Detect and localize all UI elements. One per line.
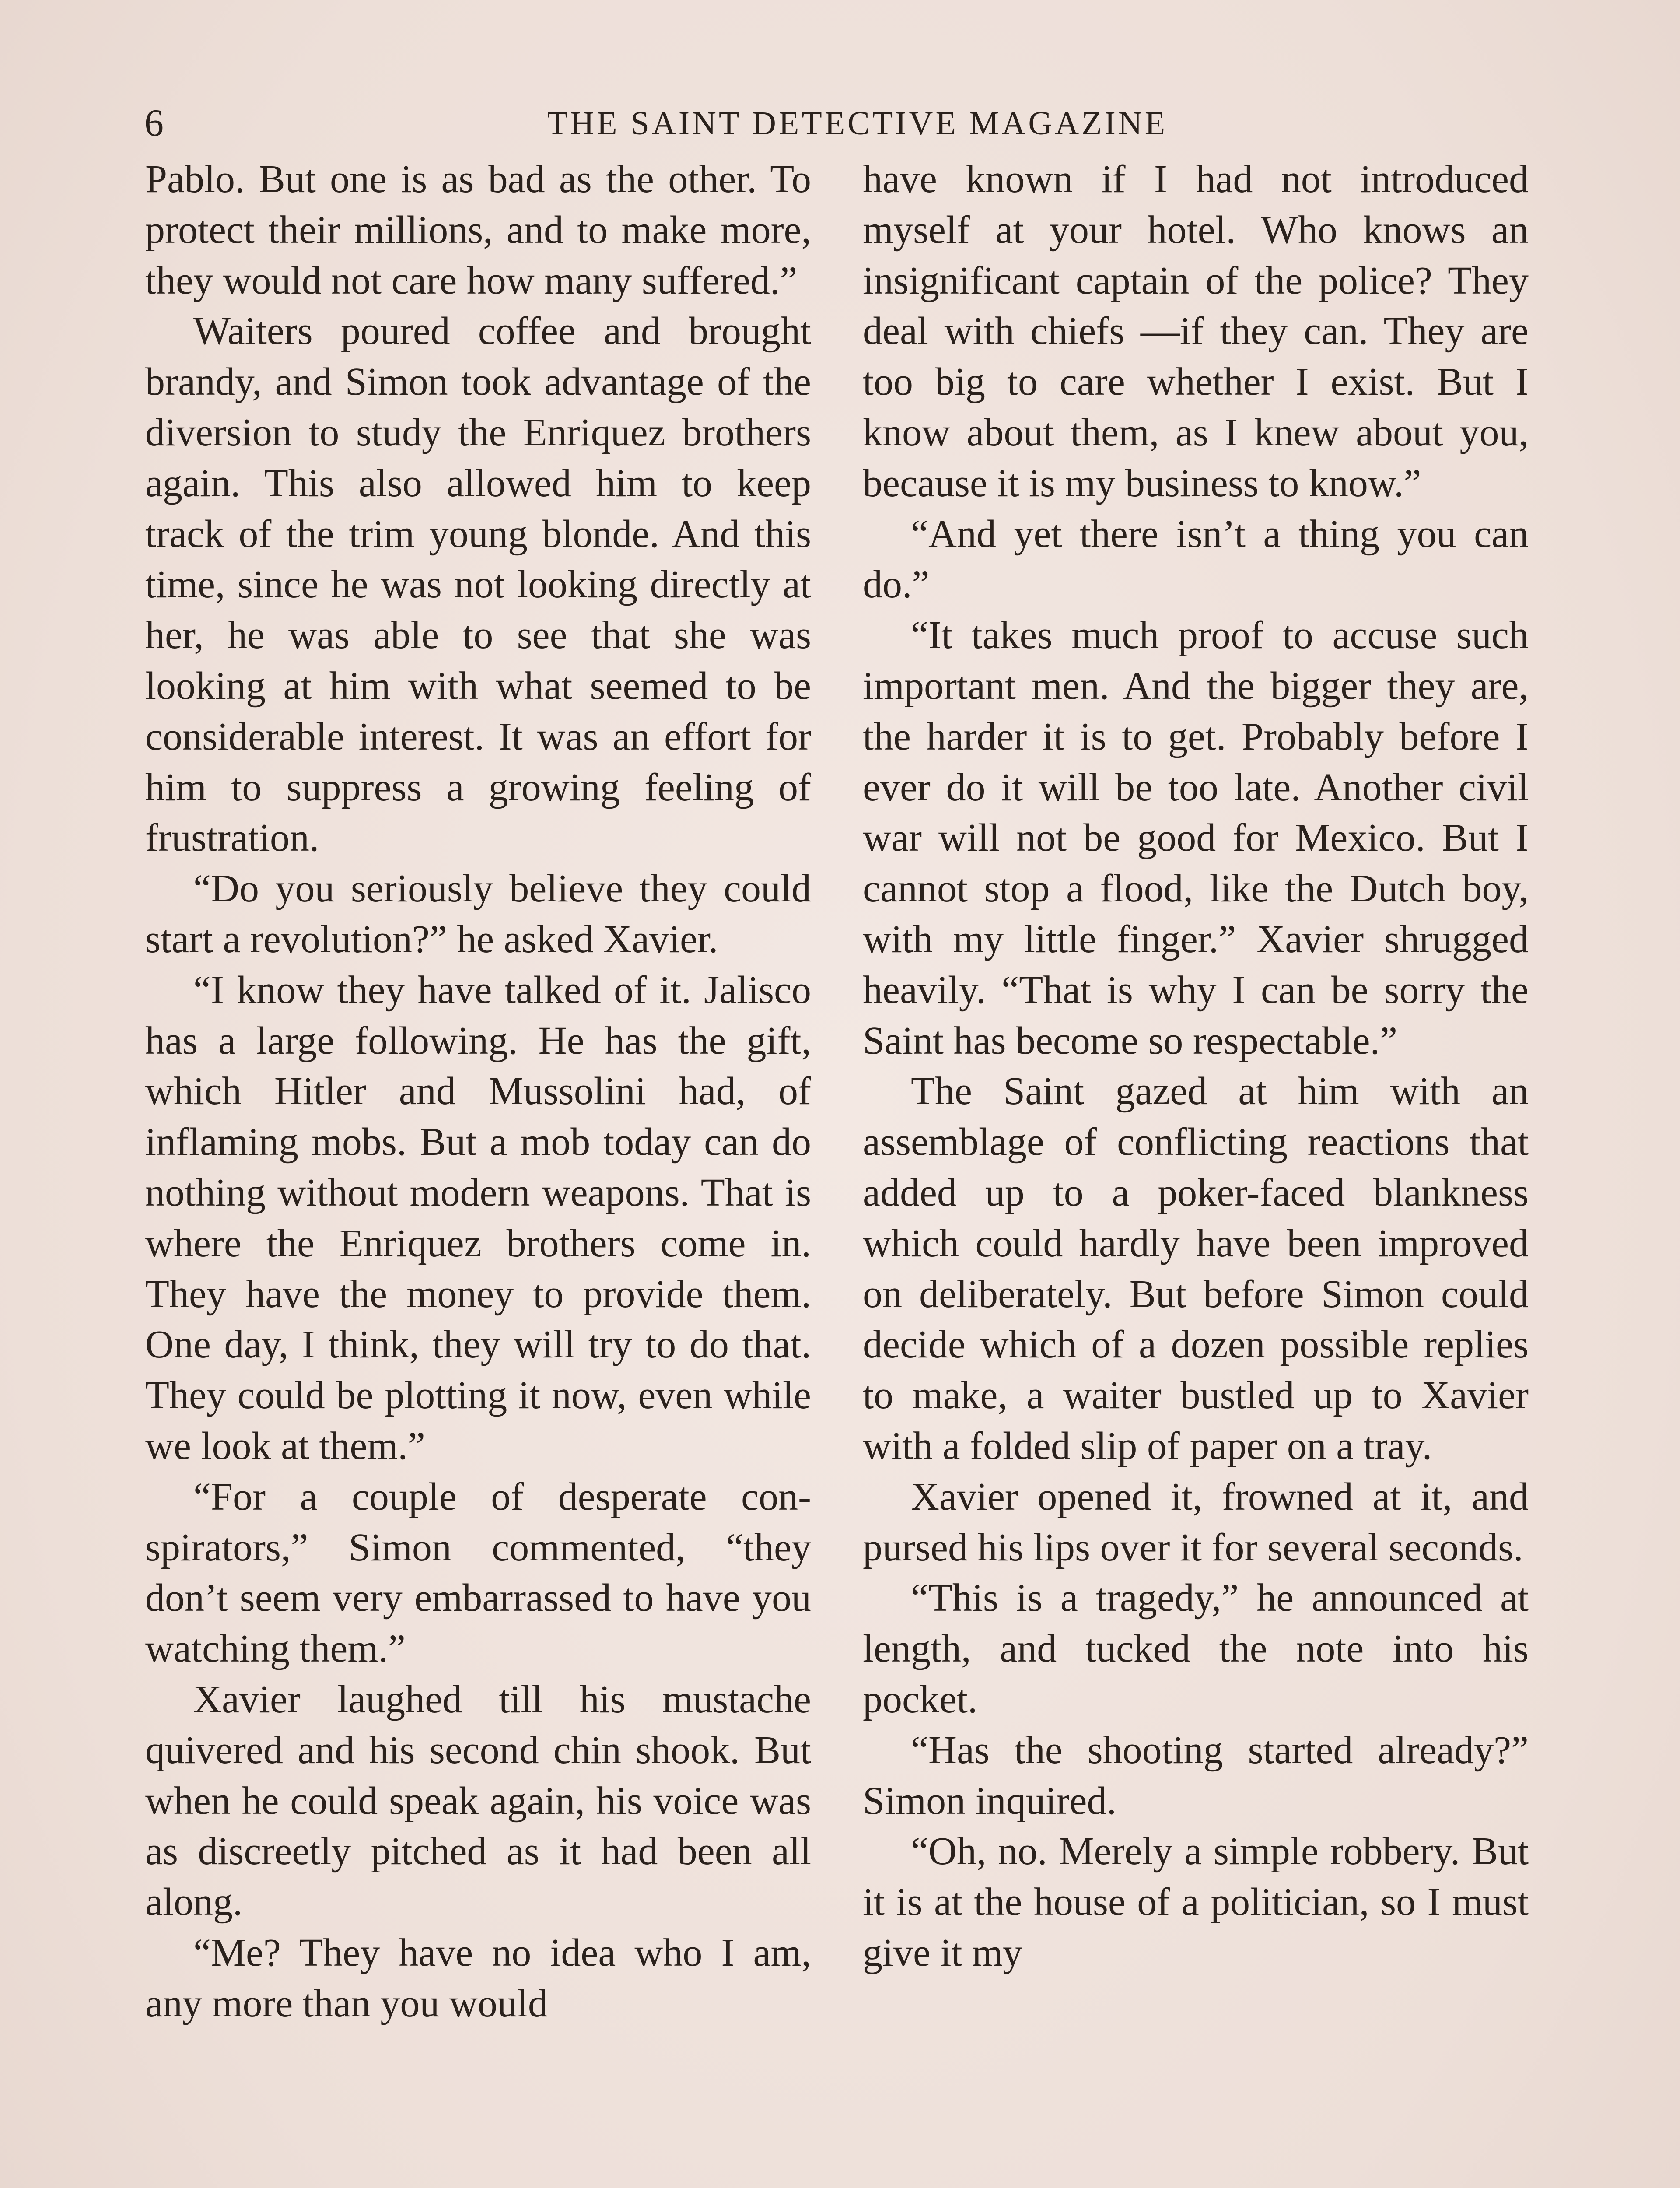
page-number: 6: [144, 102, 164, 144]
right-column: [863, 154, 1529, 1978]
paragraph: Pablo. But one is as bad as the other. To protect their millions, and to make more, they would not care how many suffered.”: [145, 158, 811, 302]
paragraph: “It takes much proof to accuse such important men. And the bigger they are, the harder it is to get. Probably before I ever do it will be too late. Another civil war will not be good for Mexico. But I cannot stop a flood, like the Dutch boy, with my little finger.” Xavier shrugged heavily. “That is why I can be sorry the Saint has become so respectable.”: [863, 614, 1529, 1062]
paragraph: have known if I had not introduced myself at your hotel. Who knows an insignificant captain of the police? They deal with chiefs —if they can. They are too big to care whether I exist. But I know about them, as I knew about you, because it is my business to know.”: [863, 158, 1529, 505]
running-head: THE SAINT DETECTIVE MAGAZINE: [547, 105, 1168, 142]
page-header: [144, 97, 1536, 150]
left-column: [145, 154, 811, 2029]
paragraph: Xavier laughed till his mustache quivered and his second chin shook. But when he could speak again, his voice was as discreetly pitched as it had been all along.: [145, 1677, 811, 1924]
paragraph: “Do you seriously believe they could start a revolution?” he asked Xavier.: [145, 867, 811, 961]
paragraph: “This is a tragedy,” he announced at length, and tucked the note into his pocket.: [863, 1576, 1529, 1721]
paragraph: “I know they have talked of it. Jalisco has a large following. He has the gift, which Hitler and Mussolini had, of inflaming mobs. But a mob today can do nothing without modern weapons. That is where the Enriquez brothers come in. They have the money to provide them. One day, I think, they will try to do that. They could be plotting it now, even while we look at them.”: [145, 968, 811, 1468]
paragraph: Waiters poured coffee and brought brandy, and Simon took advantage of the diversion to study the Enriquez brothers again. This also allowed him to keep track of the trim young blonde. And this time, since he was not looking directly at her, he was able to see that she was looking at him with what seemed to be considerable interest. It was an effort for him to suppress a growing feeling of frustration.: [145, 309, 811, 860]
paragraph: “For a couple of desperate conspirators,” Simon commented, “they don’t seem very embarrassed to have you watching them.”: [145, 1475, 811, 1671]
paragraph: “Has the shooting started already?” Simon inquired.: [863, 1728, 1529, 1823]
paragraph: “And yet there isn’t a thing you can do.”: [863, 512, 1529, 607]
paragraph: “Me? They have no idea who I am, any more than you would: [145, 1931, 811, 2025]
paragraph: Xavier opened it, frowned at it, and pursed his lips over it for several seconds.: [863, 1475, 1529, 1569]
paragraph: The Saint gazed at him with an assemblage of conflicting reactions that added up to a poker-faced blankness which could hardly have been improved on deliberately. But before Simon could decide which of a dozen possible replies to make, a waiter bustled up to Xavier with a folded slip of paper on a tray.: [863, 1069, 1529, 1468]
paragraph: “Oh, no. Merely a simple robbery. But it is at the house of a politician, so I must give it my: [863, 1830, 1529, 1974]
